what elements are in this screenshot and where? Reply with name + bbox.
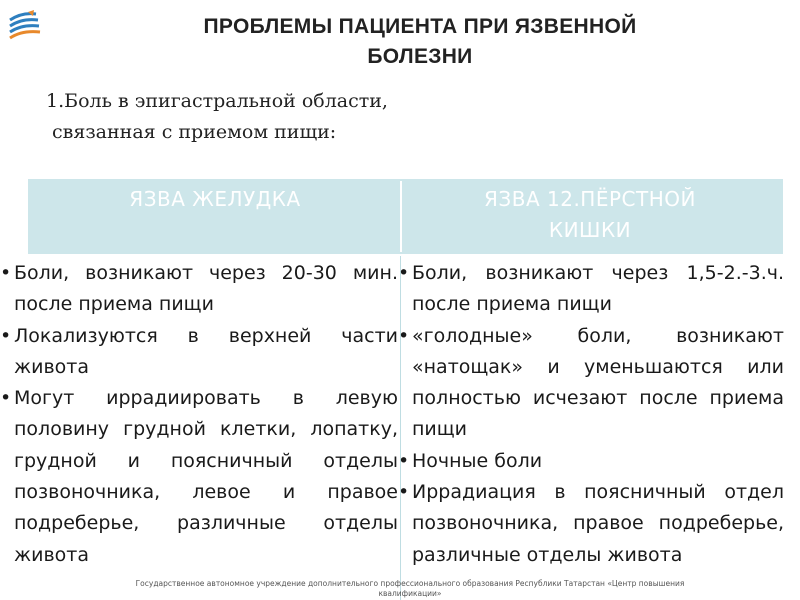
page-title-line-2: БОЛЕЗНИ bbox=[367, 45, 473, 68]
list-item: • Иррадиация в поясничный отдел позвоночника, правое подреберье, различные отделы живота bbox=[398, 477, 784, 571]
list-item: • Могут иррадиировать в левую половину грудной клетки, лопатку, грудной и поясничный отделы позвоночника, левое и правое подреберье, различные отделы живота bbox=[0, 383, 398, 571]
column-header-stomach-ulcer bbox=[40, 184, 390, 215]
stomach-ulcer-list bbox=[0, 258, 398, 571]
intro-line-2: связанная с приемом пищи: bbox=[52, 121, 337, 143]
column-header-duodenal-ulcer-line-2: КИШКИ bbox=[548, 218, 632, 242]
list-item: • «голодные» боли, возникают «натощак» и уменьшаются или полностью исчезают после приема пищи bbox=[398, 321, 784, 446]
page-title-line-1: ПРОБЛЕМЫ ПАЦИЕНТА ПРИ ЯЗВЕННОЙ bbox=[203, 15, 637, 38]
list-item: • Локализуются в верхней части живота bbox=[0, 321, 398, 384]
intro-line-1: 1.Боль в эпигастральной области, bbox=[46, 90, 388, 112]
duodenal-ulcer-list bbox=[398, 258, 784, 571]
list-item: • Боли, возникают через 20-30 мин. после приема пищи bbox=[0, 258, 398, 321]
page-title bbox=[120, 12, 720, 72]
footer-line-2: квалификации» bbox=[378, 589, 442, 598]
book-stack-icon bbox=[6, 10, 46, 46]
column-header-duodenal-ulcer-line-1: ЯЗВА 12.ПЁРСТНОЙ bbox=[484, 187, 696, 211]
logo bbox=[6, 10, 46, 46]
list-item: • Ночные боли bbox=[398, 446, 784, 477]
table-header-divider bbox=[400, 181, 402, 252]
column-header-duodenal-ulcer bbox=[410, 184, 770, 246]
column-header-stomach-ulcer-text: ЯЗВА ЖЕЛУДКА bbox=[129, 187, 301, 211]
list-item: • Боли, возникают через 1,5-2.-3.ч. после приема пищи bbox=[398, 258, 784, 321]
footer-line-1: Государственное автономное учреждение дополнительного профессионального образования Республики Татарстан «Центр повышения bbox=[135, 579, 685, 588]
intro-text bbox=[46, 86, 388, 148]
footer-institution bbox=[40, 579, 780, 599]
